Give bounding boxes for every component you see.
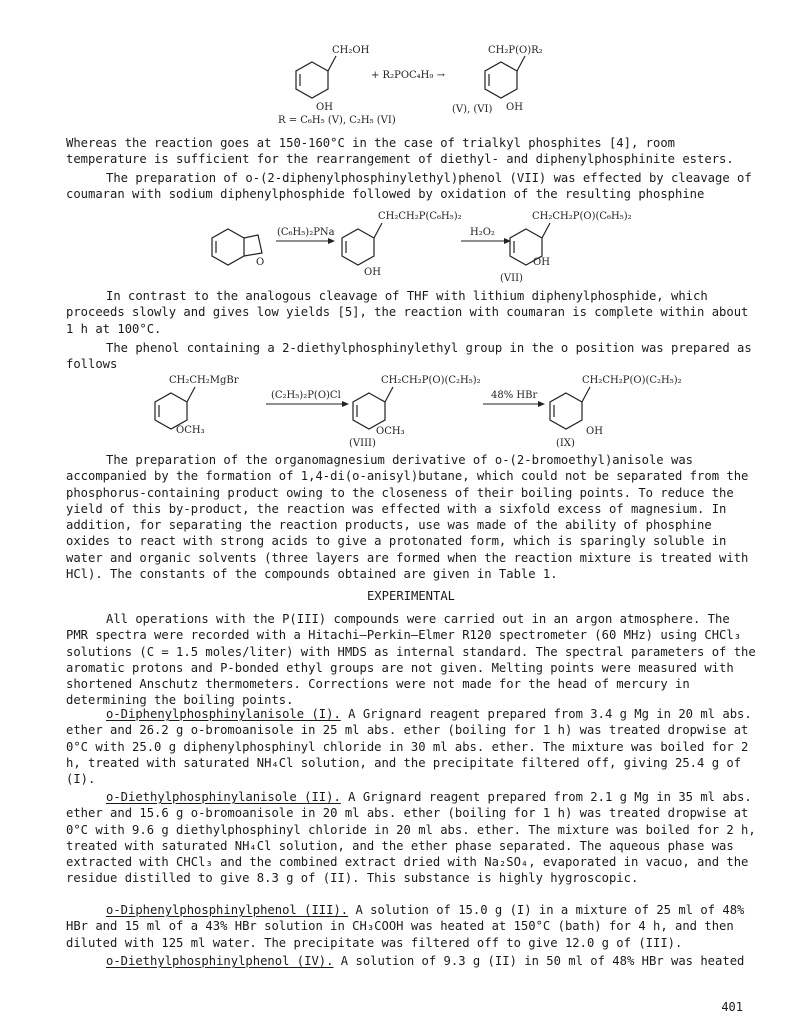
paragraph-5: The preparation of the organomagnesium derivative of o-(2-bromoethyl)anisole was accompanied by the formation of 1,4-di(o-anisyl)butane, which could not be separated from the phosphorus-containing product owing to the closeness of their boiling points. To reduce the yield of this by-product, the reaction was effected with a sixfold excess of magnesium. In addition, for separating the reaction products, use was made of the ability of phosphine oxides to react with strong acids to give a protonated form, which is sparingly soluble in water and organic solvents (three layers are formed when the reaction mixture is treated with HCl). The constants of the compounds obtained are given in Table 1.	[66, 453, 749, 582]
label-ring-oxygen: O	[256, 257, 265, 268]
label-ch2por2: CH₂P(O)R₂	[488, 45, 543, 56]
paragraph-1: Whereas the reaction goes at 150-160°C in the case of trialkyl phosphites [4], room temperature is sufficient for the rearrangement of diethyl- and diphenylphosphinite esters.	[66, 136, 734, 167]
benzene-ring-5	[155, 387, 195, 429]
paragraph-9-body: A solution of 15.0 g (I) in a mixture of 25 ml of 48% HBr and 15 ml of a 43% HBr solution in CH₃COOH was heated at 150°C (bath) for 4 h, and then diluted with 125 ml water. The precipitate was filtered off to give 12.0 g of (III).	[66, 903, 745, 950]
page-number: 401	[721, 1000, 743, 1014]
label-vii: (VII)	[500, 273, 523, 284]
label-oh-right: OH	[506, 102, 523, 113]
label-oh-left: OH	[316, 102, 333, 113]
label-oh-2: OH	[533, 257, 550, 268]
benzene-ring-7	[550, 387, 590, 429]
paragraph-8-body: A Grignard reagent prepared from 2.1 g Mg in 35 ml abs. ether and 15.6 g o-bromoanisole in 20 ml abs. ether (boiling for 1 h) was treated dropwise at 0°C with 9.6 g diethylphosphinyl chloride in 20 ml abs. ether. The mixture was boiled for 2 h, treated with saturated NH₄Cl solution, and the ether phase separated. The aqueous phase was extracted with CHCl₃ and the combined extract dried with Na₂SO₄, evaporated in vacuo, and the residue distilled to give 8.3 g of (II). This substance is highly hygroscopic.	[66, 790, 756, 886]
label-48-hbr: 48% HBr	[491, 390, 538, 401]
label-compounds: (V), (VI)	[452, 104, 493, 115]
compound-title-ii: o-Diethylphosphinylanisole (II).	[106, 790, 341, 804]
label-ix: (IX)	[556, 438, 575, 448]
paragraph-2: The preparation of o-(2-diphenylphosphinylethyl)phenol (VII) was effected by cleavage of coumaran with sodium diphenylphosphide followed by oxidation of the resulting phosphine	[66, 171, 752, 202]
label-r-definition: R = C₆H₅ (V), C₂H₅ (VI)	[278, 115, 396, 126]
compound-title-iii: o-Diphenylphosphinylphenol (III).	[106, 903, 349, 917]
reaction-scheme-2	[66, 205, 756, 285]
paragraph-7	[66, 706, 756, 787]
paragraph-7-body: A Grignard reagent prepared from 3.4 g Mg in 20 ml abs. ether and 26.2 g o-bromoanisole in 25 ml abs. ether (boiling for 1 h) was treated dropwise at 0°C with 25.0 g diphenylphosphinyl chloride in 30 ml abs. ether. The mixture was boiled for 2 h, treated with saturated NH₄Cl solution, and the precipitate filtered off, giving 25.4 g of (I).	[66, 707, 752, 787]
label-viii: (VIII)	[349, 438, 376, 448]
label-oh-1: OH	[364, 267, 381, 278]
label-ch2ch2po: CH₂CH₂P(O)(C₆H₅)₂	[532, 211, 632, 222]
benzene-ring-2	[485, 56, 525, 98]
benzene-ring-3	[342, 223, 382, 265]
label-oh-3: OH	[586, 426, 603, 437]
paragraph-9	[66, 902, 756, 951]
section-heading: EXPERIMENTAL	[366, 589, 456, 603]
benzene-ring-6	[353, 387, 393, 429]
label-ch2ch2mgbr: CH₂CH₂MgBr	[169, 375, 239, 386]
label-h2o2: H₂O₂	[470, 227, 495, 238]
paragraph-6: All operations with the P(III) compounds were carried out in an argon atmosphere. The PMR spectra were recorded with a Hitachi–Perkin–Elmer R120 spectrometer (60 MHz) using CHCl₃ solutions (C = 1.5 moles/liter) with HMDS as internal standard. The spectral parameters of the aromatic protons and P-bonded ethyl groups are not given. Melting points were measured with shortened Anschutz thermometers. Corrections were not made for the head of mercury in determining the boiling points.	[66, 612, 756, 708]
reaction-scheme-1	[66, 30, 756, 130]
label-reagent: + R₂POC₄H₉ →	[371, 70, 445, 81]
paragraph-8	[66, 789, 756, 887]
label-ch2ch2p: CH₂CH₂P(C₆H₅)₂	[378, 211, 462, 222]
label-och3-1: OCH₃	[176, 425, 205, 436]
label-ch2oh: CH₂OH	[332, 45, 370, 56]
paragraph-4: The phenol containing a 2-diethylphosphinylethyl group in the o position was prepared as follows	[66, 341, 752, 372]
label-reagent-et2pocl: (C₂H₅)₂P(O)Cl	[271, 390, 341, 401]
coumaran-ring	[212, 229, 262, 265]
benzene-ring-1	[296, 56, 336, 98]
reaction-scheme-3	[66, 368, 756, 448]
label-reagent-ph2pna: (C₆H₅)₂PNa	[277, 227, 335, 238]
compound-title-i: o-Diphenylphosphinylanisole (I).	[106, 707, 341, 721]
paragraph-3: In contrast to the analogous cleavage of THF with lithium diphenylphosphide, which proceeds slowly and gives low yields [5], the reaction with coumaran is complete within about 1 h at 100°C.	[66, 289, 749, 336]
label-och3-2: OCH₃	[376, 426, 405, 437]
label-mid-product: CH₂CH₂P(O)(C₂H₅)₂	[381, 375, 481, 386]
compound-title-iv: o-Diethylphosphinylphenol (IV).	[106, 954, 334, 968]
paragraph-10-body: A solution of 9.3 g (II) in 50 ml of 48% HBr was heated	[333, 954, 745, 968]
paragraph-10	[66, 953, 756, 969]
label-right-product: CH₂CH₂P(O)(C₂H₅)₂	[582, 375, 682, 386]
